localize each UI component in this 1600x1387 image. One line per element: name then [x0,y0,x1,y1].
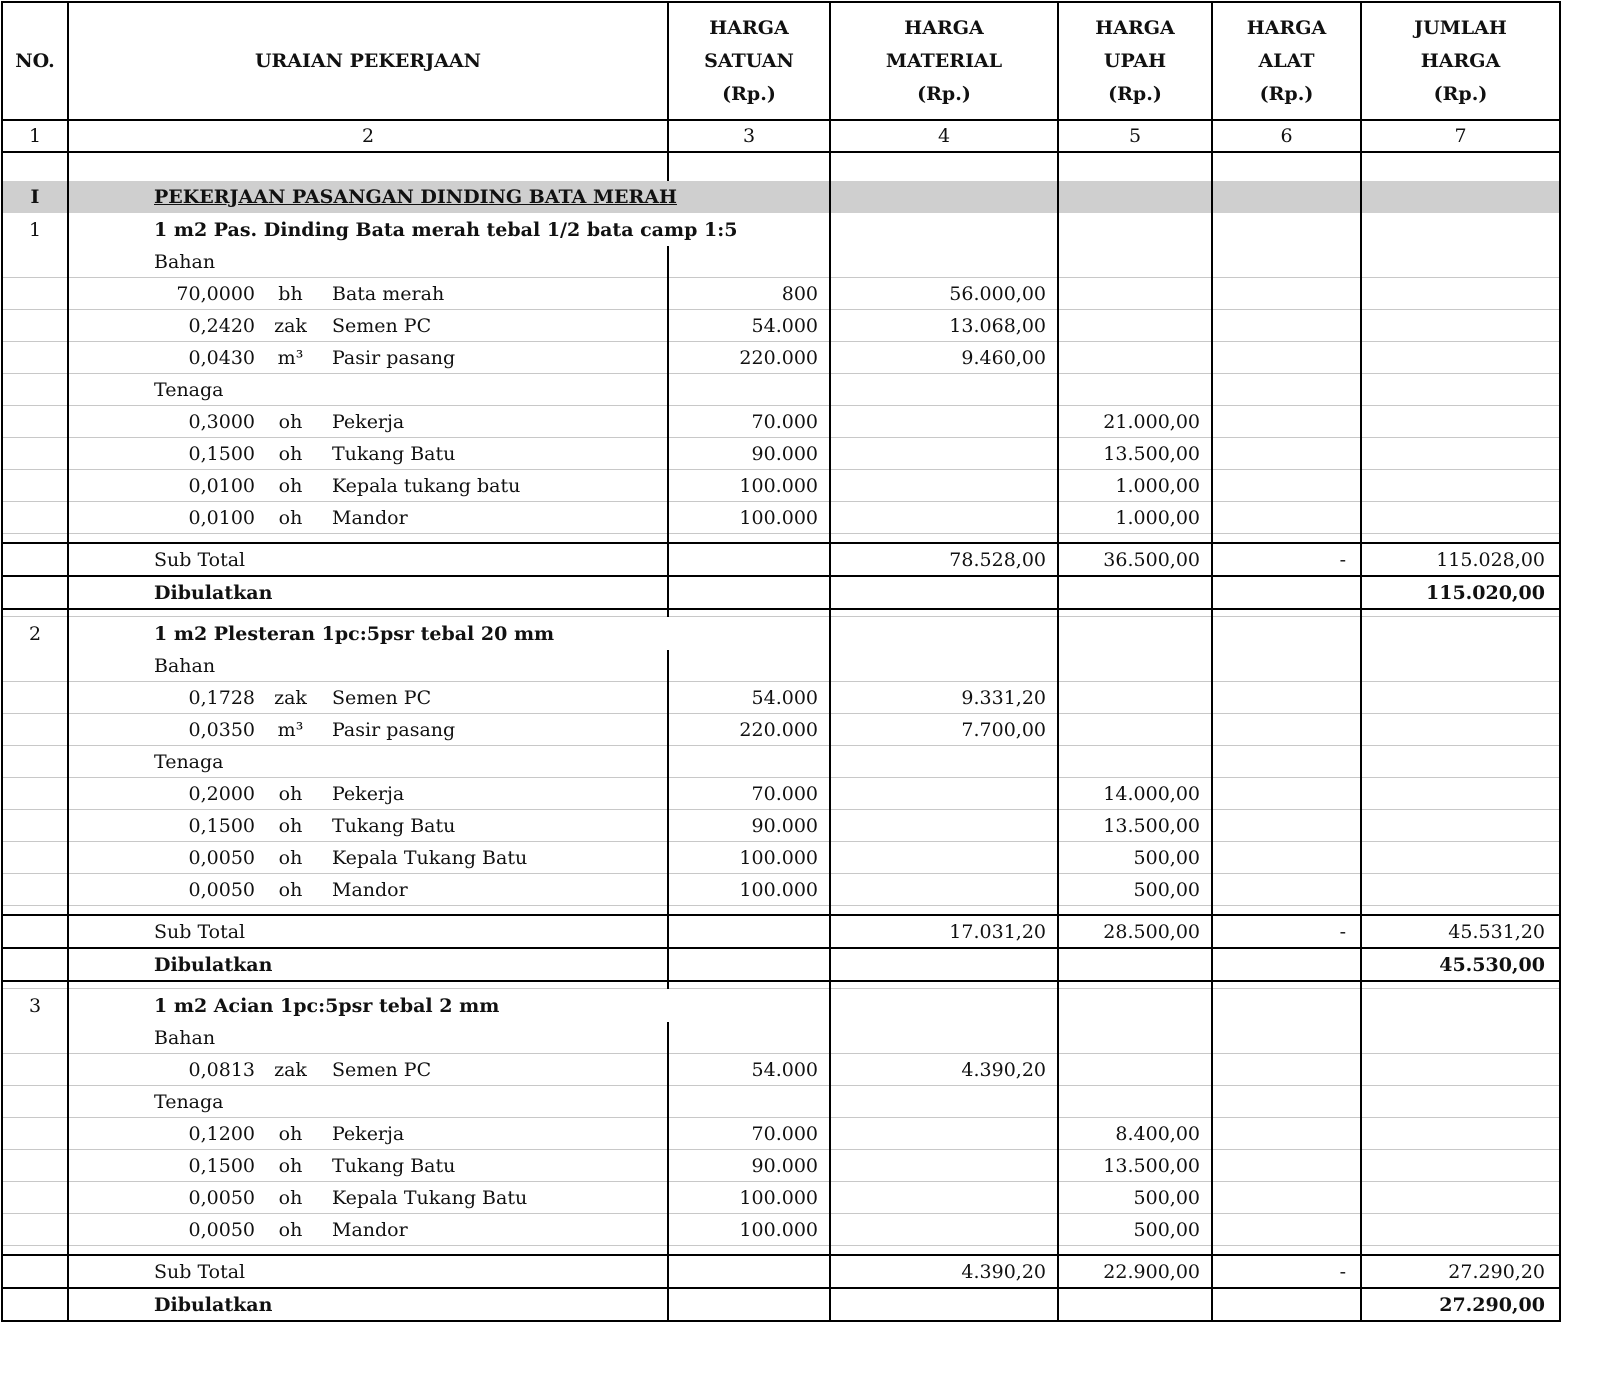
line-name: Semen PC [332,686,432,709]
line-unit: oh [278,878,303,901]
line-description [68,842,668,874]
header-uraian: URAIAN PEKERJAAN [68,2,668,120]
tenaga-label-row [2,746,1560,778]
line-unit: oh [278,846,303,869]
header-material-line3: (Rp.) [917,82,971,105]
tenaga-label: Tenaga [68,1086,668,1118]
line-unit: bh [278,282,303,305]
line-name: Mandor [332,506,408,529]
unit-price: 54.000 [668,682,830,714]
labor-price: 21.000,00 [1058,406,1212,438]
line-description [68,682,668,714]
subtotal-row [2,1255,1560,1288]
tenaga-label-row [2,374,1560,406]
gap-row [2,534,1560,544]
unit-price: 54.000 [668,310,830,342]
col-number: 2 [68,120,668,152]
labor-price: 8.400,00 [1058,1118,1212,1150]
column-number-row [2,120,1560,152]
subtotal-alat: - [1212,1255,1361,1288]
labor-line-row [2,842,1560,874]
line-quantity: 0,3000 [188,410,255,433]
line-unit: m³ [277,718,304,741]
material-line-row [2,682,1560,714]
header-upah-line2: UPAH [1103,49,1167,72]
line-unit: m³ [277,346,304,369]
rounded-label: Dibulatkan [68,1288,668,1321]
line-quantity: 0,1200 [188,1122,255,1145]
unit-price: 100.000 [668,470,830,502]
header-jumlah [1361,2,1560,120]
unit-price: 100.000 [668,842,830,874]
line-quantity: 70,0000 [176,282,255,305]
line-name: Semen PC [332,314,432,337]
line-quantity: 0,0050 [188,878,255,901]
header-jumlah-line2: HARGA [1420,49,1501,72]
item-no: 3 [2,989,68,1023]
line-unit: zak [274,686,307,709]
line-quantity: 0,1500 [188,442,255,465]
line-unit: oh [278,1186,303,1209]
col-number: 7 [1361,120,1560,152]
labor-price: 1.000,00 [1058,470,1212,502]
header-material-line1: HARGA [904,16,984,39]
header-material [830,2,1058,120]
header-jumlah-line3: (Rp.) [1433,82,1488,105]
line-name: Semen PC [332,1058,432,1081]
labor-line-row [2,778,1560,810]
price-analysis-table [1,1,1561,1322]
header-jumlah-line1: JUMLAH [1414,16,1507,39]
tenaga-label: Tenaga [68,374,668,406]
line-description [68,502,668,534]
unit-price: 70.000 [668,1118,830,1150]
subtotal-row [2,543,1560,576]
line-unit: zak [274,1058,307,1081]
line-name: Mandor [332,1218,408,1241]
line-description [68,438,668,470]
line-description [68,1118,668,1150]
line-name: Tukang Batu [332,442,456,465]
line-name: Pasir pasang [332,346,456,369]
unit-price: 800 [668,278,830,310]
material-line-row [2,342,1560,374]
material-price: 4.390,20 [830,1054,1058,1086]
labor-line-row [2,1214,1560,1246]
col-number: 4 [830,120,1058,152]
labor-price: 14.000,00 [1058,778,1212,810]
header-upah [1058,2,1212,120]
line-unit: oh [278,814,303,837]
line-name: Pekerja [332,1122,405,1145]
material-line-row [2,310,1560,342]
line-unit: oh [278,410,303,433]
labor-line-row [2,1118,1560,1150]
rounded-row [2,948,1560,981]
subtotal-upah: 22.900,00 [1058,1255,1212,1288]
line-description [68,278,668,310]
line-quantity: 0,2000 [188,782,255,805]
gap-row [2,609,1560,617]
table-header-row [2,2,1560,120]
subtotal-label: Sub Total [68,1255,668,1288]
section-row [2,181,1560,213]
unit-price: 100.000 [668,1182,830,1214]
unit-price: 90.000 [668,810,830,842]
bahan-label-row [2,1022,1560,1054]
unit-price: 54.000 [668,1054,830,1086]
unit-price: 100.000 [668,502,830,534]
line-description [68,1214,668,1246]
line-description [68,810,668,842]
subtotal-jumlah: 27.290,20 [1361,1255,1560,1288]
labor-price: 500,00 [1058,1214,1212,1246]
labor-line-row [2,874,1560,906]
unit-price: 100.000 [668,1214,830,1246]
line-unit: oh [278,442,303,465]
tenaga-label: Tenaga [68,746,668,778]
line-quantity: 0,1500 [188,814,255,837]
header-upah-line1: HARGA [1095,16,1175,39]
item-no: 1 [2,213,68,246]
unit-price: 220.000 [668,342,830,374]
labor-price: 500,00 [1058,842,1212,874]
subtotal-label: Sub Total [68,915,668,948]
tenaga-label-row [2,1086,1560,1118]
line-name: Mandor [332,878,408,901]
material-line-row [2,278,1560,310]
subtotal-upah: 36.500,00 [1058,543,1212,576]
line-unit: oh [278,1122,303,1145]
material-line-row [2,714,1560,746]
item-title-row [2,989,1560,1023]
rounded-total: 45.530,00 [1361,948,1560,981]
item-title: 1 m2 Acian 1pc:5psr tebal 2 mm [68,989,830,1023]
item-no: 2 [2,617,68,651]
header-satuan-line3: (Rp.) [722,82,776,105]
labor-line-row [2,1182,1560,1214]
subtotal-alat: - [1212,543,1361,576]
line-description [68,1054,668,1086]
line-quantity: 0,1500 [188,1154,255,1177]
col-number: 1 [2,120,68,152]
bahan-label-row [2,650,1560,682]
labor-line-row [2,406,1560,438]
unit-price: 70.000 [668,778,830,810]
line-quantity: 0,0050 [188,846,255,869]
item-title: 1 m2 Plesteran 1pc:5psr tebal 20 mm [68,617,830,651]
subtotal-row [2,915,1560,948]
line-name: Tukang Batu [332,814,456,837]
labor-line-row [2,810,1560,842]
line-name: Kepala tukang batu [332,474,521,497]
line-quantity: 0,1728 [188,686,255,709]
labor-line-row [2,470,1560,502]
bahan-label: Bahan [68,1022,668,1054]
labor-line-row [2,1150,1560,1182]
col-number: 5 [1058,120,1212,152]
labor-line-row [2,502,1560,534]
line-unit: oh [278,506,303,529]
line-name: Pekerja [332,782,405,805]
labor-price: 500,00 [1058,1182,1212,1214]
line-unit: oh [278,782,303,805]
header-satuan-line1: HARGA [709,16,789,39]
line-name: Bata merah [332,282,445,305]
header-no: NO. [2,2,68,120]
line-description [68,342,668,374]
unit-price: 90.000 [668,438,830,470]
line-description [68,714,668,746]
header-alat-line1: HARGA [1246,16,1327,39]
line-description [68,406,668,438]
unit-price: 100.000 [668,874,830,906]
line-unit: zak [274,314,307,337]
line-quantity: 0,0050 [188,1218,255,1241]
material-price: 7.700,00 [830,714,1058,746]
material-price: 9.460,00 [830,342,1058,374]
bahan-label-row [2,246,1560,278]
gap-row [2,981,1560,989]
line-description [68,470,668,502]
material-line-row [2,1054,1560,1086]
bahan-label: Bahan [68,246,668,278]
subtotal-material: 17.031,20 [830,915,1058,948]
header-upah-line3: (Rp.) [1108,82,1162,105]
col-number: 6 [1212,120,1361,152]
gap-row [2,1246,1560,1256]
section-no: I [2,181,68,213]
item-title-row [2,213,1560,246]
subtotal-label: Sub Total [68,543,668,576]
rounded-label: Dibulatkan [68,576,668,609]
material-price: 13.068,00 [830,310,1058,342]
line-quantity: 0,0100 [188,506,255,529]
labor-price: 1.000,00 [1058,502,1212,534]
subtotal-alat: - [1212,915,1361,948]
line-quantity: 0,0050 [188,1186,255,1209]
unit-price: 220.000 [668,714,830,746]
line-quantity: 0,0100 [188,474,255,497]
material-price: 56.000,00 [830,278,1058,310]
spacer-row [2,152,1560,181]
unit-price: 70.000 [668,406,830,438]
labor-price: 13.500,00 [1058,810,1212,842]
line-description [68,778,668,810]
line-name: Tukang Batu [332,1154,456,1177]
rounded-total: 27.290,00 [1361,1288,1560,1321]
labor-price: 13.500,00 [1058,438,1212,470]
labor-line-row [2,438,1560,470]
subtotal-jumlah: 115.028,00 [1361,543,1560,576]
col-number: 3 [668,120,830,152]
material-price: 9.331,20 [830,682,1058,714]
section-title: PEKERJAAN PASANGAN DINDING BATA MERAH [68,181,830,213]
labor-price: 500,00 [1058,874,1212,906]
line-quantity: 0,0813 [188,1058,255,1081]
line-unit: oh [278,474,303,497]
rounded-row [2,1288,1560,1321]
line-description [68,1150,668,1182]
unit-price: 90.000 [668,1150,830,1182]
line-description [68,1182,668,1214]
subtotal-jumlah: 45.531,20 [1361,915,1560,948]
header-alat-line3: (Rp.) [1259,82,1314,105]
header-satuan [668,2,830,120]
line-description [68,874,668,906]
labor-price: 13.500,00 [1058,1150,1212,1182]
rounded-row [2,576,1560,609]
header-satuan-line2: SATUAN [704,49,794,72]
line-unit: oh [278,1154,303,1177]
item-title: 1 m2 Pas. Dinding Bata merah tebal 1/2 bata camp 1:5 [68,213,830,246]
subtotal-material: 4.390,20 [830,1255,1058,1288]
item-title-row [2,617,1560,651]
header-alat-line2: ALAT [1258,49,1315,72]
line-quantity: 0,0430 [188,346,255,369]
gap-row [2,906,1560,916]
line-name: Kepala Tukang Batu [332,1186,528,1209]
header-alat [1212,2,1361,120]
header-material-line2: MATERIAL [885,49,1003,72]
line-name: Kepala Tukang Batu [332,846,528,869]
line-quantity: 0,0350 [188,718,255,741]
line-unit: oh [278,1218,303,1241]
subtotal-upah: 28.500,00 [1058,915,1212,948]
line-name: Pekerja [332,410,405,433]
line-quantity: 0,2420 [188,314,255,337]
line-name: Pasir pasang [332,718,456,741]
rounded-total: 115.020,00 [1361,576,1560,609]
bahan-label: Bahan [68,650,668,682]
line-description [68,310,668,342]
subtotal-material: 78.528,00 [830,543,1058,576]
rounded-label: Dibulatkan [68,948,668,981]
